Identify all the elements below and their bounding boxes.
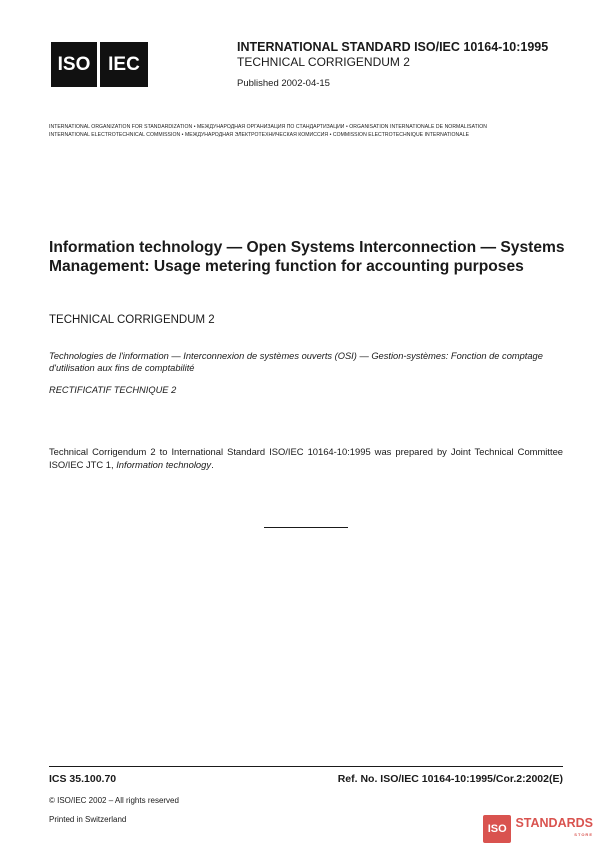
reference-number: Ref. No. ISO/IEC 10164-10:1995/Cor.2:2002(E) xyxy=(337,773,563,785)
stamp-label: STANDARDS xyxy=(515,816,593,830)
iso-iec-logo xyxy=(51,42,148,87)
stamp-text xyxy=(515,817,593,841)
iso-standards-store-stamp xyxy=(483,814,593,844)
iso-logo: ISO xyxy=(51,42,97,87)
separator-rule xyxy=(264,527,348,528)
body-text-end: . xyxy=(211,459,214,470)
french-title: Technologies de l'information — Interconnexion de systèmes ouverts (OSI) — Gestion-systèmes: Fonction de comptage d'utilisation aux fins de comptabilité xyxy=(49,351,543,373)
stamp-iso-logo: ISO xyxy=(483,815,511,843)
printed-in: Printed in Switzerland xyxy=(49,815,127,824)
copyright-notice: © ISO/IEC 2002 – All rights reserved xyxy=(49,796,179,805)
body-paragraph xyxy=(49,445,563,471)
published-date: Published 2002-04-15 xyxy=(237,78,330,89)
document-title: Information technology — Open Systems Interconnection — Systems Management: Usage metering function for accounting purposes xyxy=(49,239,565,275)
stamp-small-label: STORE xyxy=(574,832,593,837)
committee-name: Information technology xyxy=(116,459,212,470)
corrigendum-subtitle: TECHNICAL CORRIGENDUM 2 xyxy=(237,55,410,69)
corrigendum-label: TECHNICAL CORRIGENDUM 2 xyxy=(49,314,215,326)
iec-logo: IEC xyxy=(100,42,148,87)
org-line-iec: INTERNATIONAL ELECTROTECHNICAL COMMISSION • МЕЖДУНАРОДНАЯ ЭЛЕКТРОТЕХНИЧЕСКАЯ КОМИССИЯ • COMMISSION ELECTROTECHNIQUE INTERNATIONALE xyxy=(49,132,470,138)
footer-divider xyxy=(49,766,563,767)
ics-code: ICS 35.100.70 xyxy=(49,773,117,785)
french-corrigendum-label: RECTIFICATIF TECHNIQUE 2 xyxy=(49,385,177,395)
standard-title: INTERNATIONAL STANDARD ISO/IEC 10164-10:1995 xyxy=(237,40,549,54)
org-line-iso: INTERNATIONAL ORGANIZATION FOR STANDARDIZATION • МЕЖДУНАРОДНАЯ ОРГАНИЗАЦИЯ ПО СТАНДАРТИЗАЦИИ • ORGANISATION INTERNATIONALE DE NORMALISATION xyxy=(49,124,488,130)
body-text-start: Technical Corrigendum 2 to International Standard ISO/IEC 10164-10:1995 was prepared by Joint Technical Committee ISO/IEC JTC 1, xyxy=(49,446,563,470)
